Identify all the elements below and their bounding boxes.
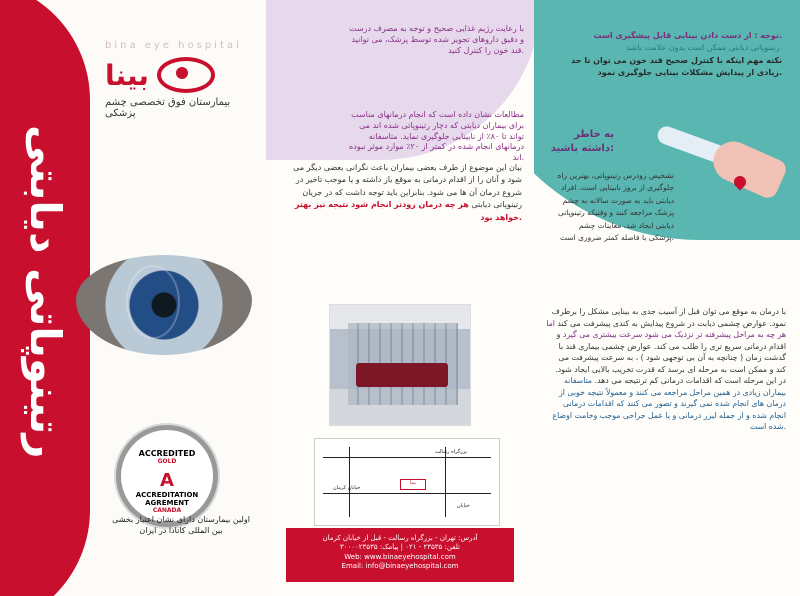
right-body [546, 306, 786, 433]
right-title: توجه : از دست دادن بینایی قابل پیشگیری است. [593, 31, 782, 40]
accreditation-line-2: GOLD [157, 457, 177, 465]
map-label-1: بزرگراه رسالت [435, 449, 467, 455]
right-body-text: با درمان به موقع می توان قبل از آسیب جدی به بینایی مشکل را برطرف نمود. عوارض چشمی دیابت در شروع پیدایش به کندی پیشرفت می کند [551, 307, 786, 328]
address-text: آدرس: تهران - بزرگراه رسالت - قبل از خیابان کرمان [322, 534, 478, 542]
footer-note: اولین بیمارستان دارای نشان اعتبار بخشی بین المللی کانادا در ایران [112, 515, 250, 535]
map-label-3: خیابان [457, 503, 470, 509]
map-marker: بینا [400, 479, 426, 490]
eye-image [76, 255, 252, 355]
right-panel [534, 0, 800, 596]
accreditation-line-1: ACCREDITED [138, 449, 196, 458]
address-box [286, 528, 514, 582]
right-body-accent: اما هر چه به مراحل پیشرفته تر نزدیک می شود سرعت بیشتری می گیرد [546, 318, 786, 340]
middle-body-text: بیان این موضوع از طرف بعضی بیماران باعث نگرانی بعضی دیگر می شود و آنان را از اقدام درمانی به موقع باز داشته و یا موجب تاخیر در شروع درمان آن ها می شود. بنابراین باید توجه داشت که در جریان رتینوپاتی دیابتی [293, 163, 522, 210]
hospital-branding [105, 40, 255, 140]
accreditation-line-3: A [160, 470, 174, 492]
web-text: Web: www.binaeyehospital.com [344, 552, 456, 561]
left-panel [0, 0, 266, 596]
email-text: Email: info@binaeyehospital.com [341, 562, 459, 571]
right-intro: نکته مهم اینکه با کنترل صحیح قند خون می توان تا حد زیادی از پیدایش مشکلات بینایی جلوگیری نمود. [571, 55, 782, 78]
right-top-text [568, 30, 782, 80]
right-body-text-3: متاسفانه بیماران زیادی در همین مراحل مراجعه می کنند و معمولاً نتیجه خوبی از درمان های انجام شده نمی گیرند و تصور می کنند که اقدامات درمانی انجام شده و از جمله لیزر درمانی و یا عمل جراحی موجب وخامت اوضاع شده است. [552, 376, 786, 432]
glucose-test-image [656, 118, 788, 226]
reminder-text: تشخیص زودرس رتینوپاتی، بهترین راه جلوگیری از بروز نابینایی است. افراد دیابتی باید به صورت سالانه به چشم پزشک مراجعه کنند و وقتیکه رتینوپاتی دیابتی ایجاد شد، معاینات چشم پزشکی با فاصله کمتر ضروری است. [557, 171, 674, 242]
reminder-heading: به خاطر داشته باشید: [550, 129, 614, 154]
middle-emphasis-text: هر چه درمان زودتر انجام شود نتیجه نیز بهتر خواهد بود. [294, 200, 522, 222]
middle-mid-text: مطالعات نشان داده است که انجام درمانهای مناسب برای بیماران دیابتی که دچار رتینوپاتی شده اند می تواند تا ۸۰٪ از نابینایی جلوگیری نماید. متاسفانه درمانهای انجام شده در کمتر از ۲۰٪ موارد موثر نبوده اند. [348, 110, 524, 163]
logo-row [105, 57, 255, 93]
middle-top-text: با رعایت رژیم غذایی صحیح و توجه به مصرف درست و دقیق داروهای تجویز شده توسط پزشک، می توانید قند خون را کنترل کنید. [349, 24, 524, 55]
phone-text: تلفن: ۲۳۵۳۵ - ۰۲۱ | پیامک: ۳۰۰۰۰۲۳۵۳۵ [339, 543, 460, 552]
logo-fa: بینا [105, 58, 149, 92]
middle-panel [266, 0, 534, 596]
location-map [314, 438, 500, 526]
logo-subtitle: بیمارستان فوق تخصصی چشم پزشکی [105, 97, 231, 119]
accreditation-line-5: CANADA [152, 506, 182, 514]
right-subtitle: رتینوپاتی دیابتی ممکن است بدون علامت باشد. [626, 43, 782, 53]
hospital-building-image [329, 304, 471, 426]
vertical-title: رتینوپاتی دیابتی [21, 125, 70, 459]
accreditation-line-4: ACCREDITATION AGREMENT [135, 491, 199, 507]
map-label-2: خیابان کرمان [333, 485, 361, 491]
hospital-en-name: bina eye hospital [105, 40, 242, 51]
map-road-3 [349, 447, 350, 517]
eye-logo-icon [157, 57, 215, 93]
right-body-text-2: و اقدام درمانی سریع تری را طلب می کند. عوارض چشمی بیماری قند با گذشت زمان ( چنانچه به آن بی توجهی شود ) ، به سرعت پیشرفت می کند و ممکن است به مرحله ای برسد که قدرت تخریب بالایی ایجاد شود. در این مرحله است که اقدامات درمانی کم ترنتیجه می دهد. [555, 330, 786, 386]
accreditation-seal [116, 425, 218, 527]
middle-body [290, 162, 522, 224]
map-road-4 [445, 447, 446, 517]
